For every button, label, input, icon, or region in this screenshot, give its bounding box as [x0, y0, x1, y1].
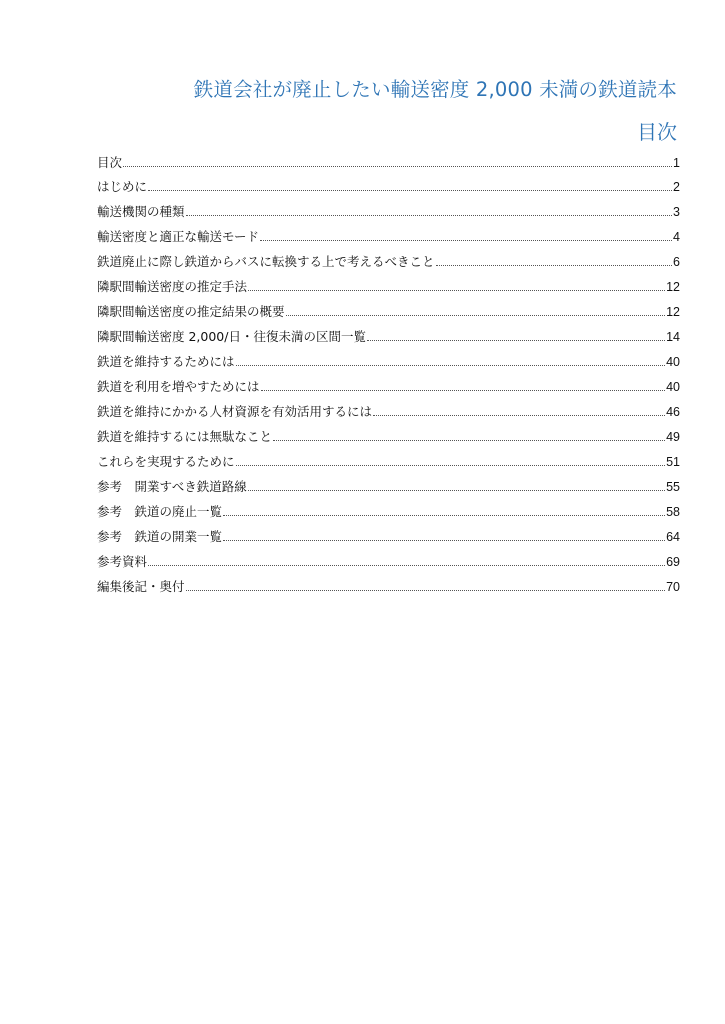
toc-entry-page: 2 [673, 180, 680, 194]
toc-entry[interactable] [97, 445, 680, 470]
toc-entry-label: 参考資料 [97, 554, 148, 569]
toc-entry-label: 参考 開業すべき鉄道路線 [97, 479, 247, 494]
toc-leader-dots [186, 215, 673, 216]
toc-entry[interactable] [97, 570, 680, 595]
toc-entry-page: 64 [666, 530, 680, 544]
toc-leader-dots [273, 440, 665, 441]
toc-entry[interactable] [97, 545, 680, 570]
toc-entry[interactable] [97, 295, 680, 320]
toc-entry-page: 12 [666, 305, 680, 319]
toc-entry-page: 6 [673, 255, 680, 269]
toc-leader-dots [367, 340, 665, 341]
toc-entry[interactable] [97, 320, 680, 345]
document-title: 鉄道会社が廃止したい輸送密度 2,000 未満の鉄道読本 [193, 78, 677, 101]
toc-entry[interactable] [97, 270, 680, 295]
toc-entry[interactable] [97, 153, 680, 171]
toc-entry[interactable] [97, 220, 680, 245]
toc-entry-page: 55 [666, 480, 680, 494]
toc-entry-page: 49 [666, 430, 680, 444]
toc-leader-dots [123, 166, 672, 167]
toc-entry-page: 51 [666, 455, 680, 469]
toc-leader-dots [223, 540, 665, 541]
toc-entry-label: はじめに [97, 179, 148, 194]
toc-entry-label: 隣駅間輸送密度の推定手法 [97, 279, 248, 294]
toc-leader-dots [248, 490, 665, 491]
toc-entry-label: 鉄道を利用を増やすためには [97, 379, 260, 394]
toc-leader-dots [260, 240, 672, 241]
toc-leader-dots [436, 265, 673, 266]
toc-entry-label: 鉄道を維持するには無駄なこと [97, 429, 273, 444]
toc-entry-page: 4 [673, 230, 680, 244]
toc-entry[interactable] [97, 171, 680, 195]
toc-entry-label: 輸送密度と適正な輸送モード [97, 229, 260, 244]
toc-entry[interactable] [97, 245, 680, 270]
toc-entry-label: 目次 [97, 155, 123, 170]
toc-leader-dots [248, 290, 665, 291]
table-of-contents [97, 153, 680, 595]
toc-entry-page: 69 [666, 555, 680, 569]
toc-leader-dots [286, 315, 666, 316]
toc-heading: 目次 [637, 120, 677, 144]
toc-entry[interactable] [97, 195, 680, 220]
toc-entry-label: これらを実現するために [97, 454, 235, 469]
toc-entry-page: 70 [666, 580, 680, 594]
toc-entry-page: 12 [666, 280, 680, 294]
toc-entry-label: 参考 鉄道の開業一覧 [97, 529, 223, 544]
toc-entry-page: 3 [673, 205, 680, 219]
toc-entry[interactable] [97, 420, 680, 445]
toc-entry-page: 40 [666, 380, 680, 394]
toc-entry-page: 1 [673, 156, 680, 170]
toc-leader-dots [148, 190, 672, 191]
toc-entry[interactable] [97, 470, 680, 495]
toc-entry[interactable] [97, 520, 680, 545]
toc-leader-dots [261, 390, 666, 391]
toc-leader-dots [223, 515, 665, 516]
toc-entry[interactable] [97, 370, 680, 395]
toc-leader-dots [373, 415, 665, 416]
toc-entry-label: 輸送機関の種類 [97, 204, 185, 219]
toc-entry-label: 鉄道廃止に際し鉄道からバスに転換する上で考えるべきこと [97, 254, 435, 269]
toc-leader-dots [148, 565, 665, 566]
toc-entry-label: 編集後記・奥付 [97, 579, 185, 594]
toc-entry-page: 46 [666, 405, 680, 419]
toc-entry[interactable] [97, 495, 680, 520]
toc-entry-page: 58 [666, 505, 680, 519]
toc-entry-label: 隣駅間輸送密度の推定結果の概要 [97, 304, 285, 319]
toc-entry-label: 参考 鉄道の廃止一覧 [97, 504, 223, 519]
toc-entry-label: 隣駅間輸送密度 2,000/日・往復未満の区間一覧 [97, 329, 366, 344]
toc-entry[interactable] [97, 345, 680, 370]
toc-leader-dots [236, 465, 666, 466]
toc-entry-label: 鉄道を維持するためには [97, 354, 235, 369]
toc-entry[interactable] [97, 395, 680, 420]
toc-entry-page: 14 [666, 330, 680, 344]
toc-leader-dots [186, 590, 666, 591]
toc-entry-page: 40 [666, 355, 680, 369]
toc-entry-label: 鉄道を維持にかかる人材資源を有効活用するには [97, 404, 373, 419]
toc-leader-dots [236, 365, 666, 366]
